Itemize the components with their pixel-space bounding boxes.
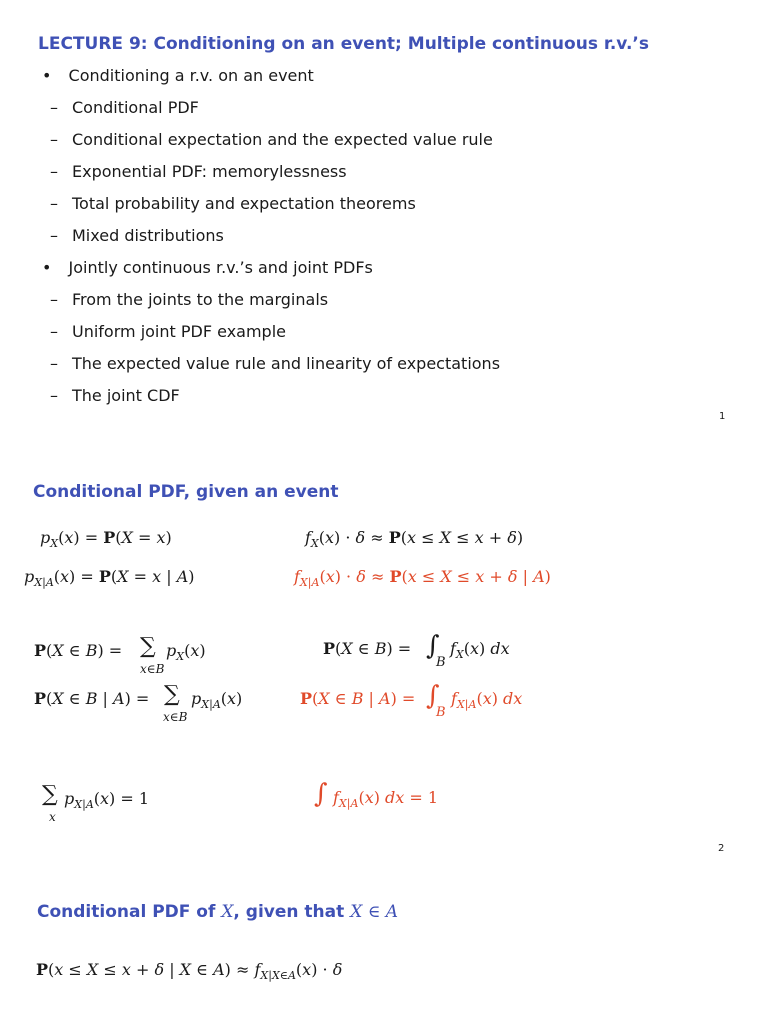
conditional-pmf-definition: $p_{X|A}(x) = P(X = x$ | A) [24, 567, 195, 590]
bullet-1 [42, 66, 314, 85]
integral-limit: B [436, 705, 446, 720]
conditional-pmf-event-probability: P(X ∈ B | A) = [34, 689, 150, 708]
sub-item: – From the joints to the marginals [50, 290, 329, 309]
bullet-dot: • [42, 258, 52, 277]
sub-item: – Conditional PDF [50, 98, 199, 117]
sum-limit: x∈B [140, 662, 165, 676]
conditional-pdf-approximation: $f_{X|A}(x) \cdot \delta \approx P(x \le X \le x + \delta$ | A) [294, 567, 551, 590]
pmf-event-probability: P(X ∈ B) = [34, 641, 123, 660]
sub-item: – Conditional expectation and the expected value rule [50, 130, 493, 149]
sub-item: – Uniform joint PDF example [50, 322, 286, 341]
sum-limit: x [49, 810, 56, 824]
sum-symbol: ∑ [42, 782, 58, 807]
bullet-dot: • [42, 66, 52, 85]
sum-limit: x∈B [163, 710, 188, 724]
sub-item: – The joint CDF [50, 386, 180, 405]
page-number-2: 2 [718, 843, 725, 854]
bullet-2-text: Jointly continuous r.v.’s and joint PDFs [68, 258, 373, 277]
integral-symbol: ∫ [426, 631, 440, 661]
pdf-integrand: $f_X(x)$ dx [450, 639, 510, 662]
sub-item: – Mixed distributions [50, 226, 224, 245]
sum-symbol: ∑ [164, 682, 180, 707]
sub-item: – Total probability and expectation theorems [50, 194, 416, 213]
conditional-pdf-integrand: $f_{X|A}(x)$ dx [451, 689, 523, 712]
sub-item: – Exponential PDF: memorylessness [50, 162, 347, 181]
bullet-2 [42, 258, 373, 277]
conditional-pdf-event-probability: P(X ∈ B | A) = [300, 689, 416, 708]
conditional-pmf-normalization: $p_{X|A}(x) = 1$ [64, 789, 150, 812]
integral-limit: B [436, 655, 446, 670]
pmf-sum-term: $p_X(x)$ [166, 641, 206, 664]
integral-symbol: ∫ [426, 681, 440, 711]
conditional-pdf-normalization: $f_{X|A}(x)$ dx = 1 [333, 788, 439, 811]
pdf-event-probability: P(X ∈ B) = [323, 639, 412, 658]
page-number-1: 1 [719, 411, 726, 422]
conditional-pdf-given-set: P(x ≤ X ≤ x + δ | X ∈ $A) \approx f_{X|X\in A}(x) \cdot \delta$ [36, 960, 343, 983]
lecture-title: LECTURE 9: Conditioning on an event; Multiple continuous r.v.’s [38, 34, 650, 54]
pmf-definition: $p_X(x) = P(X = x)$ [40, 528, 172, 551]
slide2-title: Conditional PDF, given an event [33, 482, 339, 502]
integral-symbol: ∫ [314, 779, 328, 809]
pdf-approximation: $f_X(x) \cdot \delta \approx P(x \le X \le x + \delta)$ [305, 528, 524, 551]
sum-symbol: ∑ [140, 634, 156, 659]
slide3-title: Conditional PDF of X, given that X ∈ A [37, 902, 398, 922]
bullet-1-text: Conditioning a r.v. on an event [68, 66, 314, 85]
conditional-pmf-sum-term: $p_{X|A}(x)$ [191, 689, 243, 712]
sub-item: – The expected value rule and linearity of expectations [50, 354, 501, 373]
